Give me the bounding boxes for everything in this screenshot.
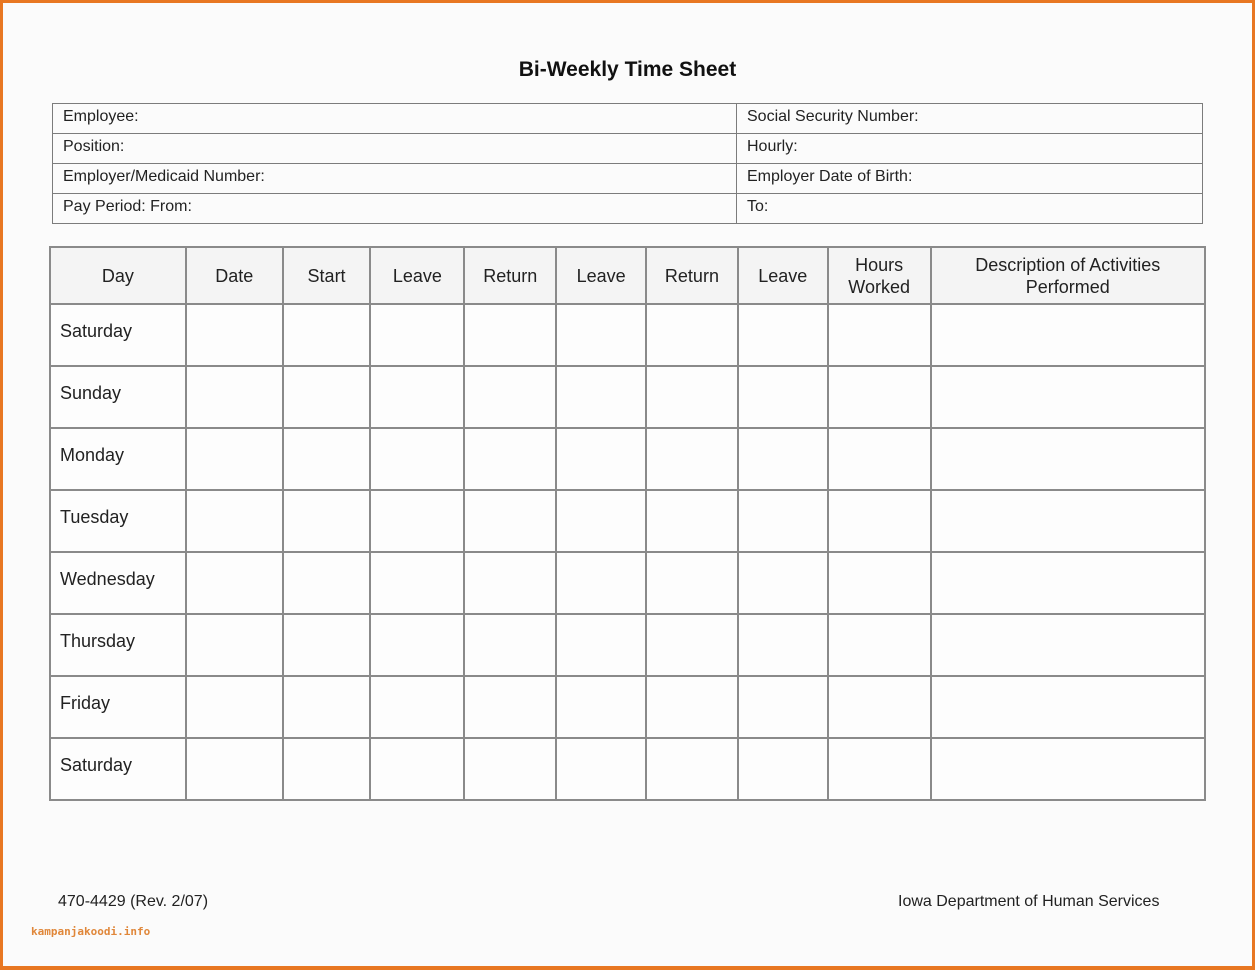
day-cell: Wednesday [50, 552, 186, 614]
return-1-cell[interactable] [464, 614, 556, 676]
pay-period-from-field[interactable]: Pay Period: From: [53, 194, 737, 224]
description-line2: Performed [1025, 276, 1110, 297]
form-number: 470-4429 (Rev. 2/07) [58, 893, 209, 910]
return-2-cell[interactable] [646, 552, 738, 614]
leave-2-cell[interactable] [556, 614, 646, 676]
day-cell: Friday [50, 676, 186, 738]
col-header-return-2: Return [646, 247, 738, 304]
leave-3-cell[interactable] [738, 738, 828, 800]
start-cell[interactable] [283, 428, 371, 490]
leave-3-cell[interactable] [738, 614, 828, 676]
day-cell: Sunday [50, 366, 186, 428]
leave-2-cell[interactable] [556, 676, 646, 738]
leave-2-cell[interactable] [556, 366, 646, 428]
hours-worked-cell[interactable] [828, 738, 931, 800]
start-cell[interactable] [283, 676, 371, 738]
date-cell[interactable] [186, 614, 283, 676]
leave-2-cell[interactable] [556, 490, 646, 552]
return-1-cell[interactable] [464, 428, 556, 490]
return-1-cell[interactable] [464, 366, 556, 428]
return-2-cell[interactable] [646, 366, 738, 428]
description-line1: Description of Activities [975, 254, 1161, 275]
table-row [50, 428, 1205, 490]
agency-name: Iowa Department of Human Services [898, 893, 1160, 910]
leave-1-cell[interactable] [370, 552, 464, 614]
start-cell[interactable] [283, 614, 371, 676]
table-row [50, 366, 1205, 428]
hours-worked-cell[interactable] [828, 490, 931, 552]
day-cell: Saturday [50, 304, 186, 366]
day-cell: Tuesday [50, 490, 186, 552]
col-header-date: Date [186, 247, 283, 304]
table-row [50, 676, 1205, 738]
timesheet-table [49, 246, 1206, 801]
page-title: Bi-Weekly Time Sheet [518, 58, 737, 81]
description-cell[interactable] [931, 366, 1205, 428]
return-1-cell[interactable] [464, 490, 556, 552]
hours-worked-cell[interactable] [828, 366, 931, 428]
description-cell[interactable] [931, 490, 1205, 552]
leave-3-cell[interactable] [738, 552, 828, 614]
description-cell[interactable] [931, 738, 1205, 800]
start-cell[interactable] [283, 366, 371, 428]
pay-period-to-field[interactable]: To: [737, 194, 1203, 224]
col-header-leave-3: Leave [738, 247, 828, 304]
day-cell: Thursday [50, 614, 186, 676]
leave-3-cell[interactable] [738, 366, 828, 428]
return-2-cell[interactable] [646, 428, 738, 490]
leave-3-cell[interactable] [738, 428, 828, 490]
return-2-cell[interactable] [646, 676, 738, 738]
leave-1-cell[interactable] [370, 366, 464, 428]
return-2-cell[interactable] [646, 738, 738, 800]
start-cell[interactable] [283, 490, 371, 552]
description-cell[interactable] [931, 614, 1205, 676]
leave-1-cell[interactable] [370, 738, 464, 800]
position-field[interactable]: Position: [53, 134, 737, 164]
leave-3-cell[interactable] [738, 490, 828, 552]
ssn-field[interactable]: Social Security Number: [737, 104, 1203, 134]
col-header-return-1: Return [464, 247, 556, 304]
date-cell[interactable] [186, 490, 283, 552]
date-cell[interactable] [186, 552, 283, 614]
start-cell[interactable] [283, 552, 371, 614]
employee-field[interactable]: Employee: [53, 104, 737, 134]
employer-medicaid-number-field[interactable]: Employer/Medicaid Number: [53, 164, 737, 194]
hours-worked-cell[interactable] [828, 614, 931, 676]
table-header-row [50, 247, 1205, 304]
description-cell[interactable] [931, 428, 1205, 490]
table-row [50, 552, 1205, 614]
leave-2-cell[interactable] [556, 552, 646, 614]
leave-2-cell[interactable] [556, 428, 646, 490]
info-row-employee [53, 104, 1203, 134]
return-2-cell[interactable] [646, 490, 738, 552]
col-header-start: Start [283, 247, 371, 304]
date-cell[interactable] [186, 428, 283, 490]
leave-1-cell[interactable] [370, 490, 464, 552]
leave-1-cell[interactable] [370, 304, 464, 366]
leave-2-cell[interactable] [556, 738, 646, 800]
hours-worked-cell[interactable] [828, 428, 931, 490]
return-1-cell[interactable] [464, 738, 556, 800]
description-cell[interactable] [931, 676, 1205, 738]
hours-worked-cell[interactable] [828, 552, 931, 614]
leave-3-cell[interactable] [738, 676, 828, 738]
info-row-pay-period [53, 194, 1203, 224]
return-2-cell[interactable] [646, 614, 738, 676]
col-header-hours-worked [828, 247, 931, 304]
hours-worked-cell[interactable] [828, 304, 931, 366]
return-1-cell[interactable] [464, 304, 556, 366]
table-row [50, 614, 1205, 676]
day-cell: Monday [50, 428, 186, 490]
table-row [50, 490, 1205, 552]
date-cell[interactable] [186, 366, 283, 428]
leave-1-cell[interactable] [370, 676, 464, 738]
leave-1-cell[interactable] [370, 428, 464, 490]
return-1-cell[interactable] [464, 676, 556, 738]
return-1-cell[interactable] [464, 552, 556, 614]
leave-3-cell[interactable] [738, 304, 828, 366]
start-cell[interactable] [283, 304, 371, 366]
date-cell[interactable] [186, 738, 283, 800]
date-cell[interactable] [186, 304, 283, 366]
col-header-leave-2: Leave [556, 247, 646, 304]
hourly-field[interactable]: Hourly: [737, 134, 1203, 164]
table-row [50, 738, 1205, 800]
hours-worked-line1: Hours [855, 254, 904, 275]
date-cell[interactable] [186, 676, 283, 738]
day-cell: Saturday [50, 738, 186, 800]
hours-worked-cell[interactable] [828, 676, 931, 738]
start-cell[interactable] [283, 738, 371, 800]
employee-info-table [52, 103, 1203, 224]
return-2-cell[interactable] [646, 304, 738, 366]
hours-worked-line2: Worked [848, 276, 910, 297]
description-cell[interactable] [931, 552, 1205, 614]
leave-2-cell[interactable] [556, 304, 646, 366]
col-header-day: Day [50, 247, 186, 304]
col-header-description [931, 247, 1205, 304]
description-cell[interactable] [931, 304, 1205, 366]
info-row-employer [53, 164, 1203, 194]
leave-1-cell[interactable] [370, 614, 464, 676]
info-row-position [53, 134, 1203, 164]
table-row [50, 304, 1205, 366]
watermark: kampanjakoodi.info [31, 925, 151, 938]
employer-dob-field[interactable]: Employer Date of Birth: [737, 164, 1203, 194]
col-header-leave-1: Leave [370, 247, 464, 304]
